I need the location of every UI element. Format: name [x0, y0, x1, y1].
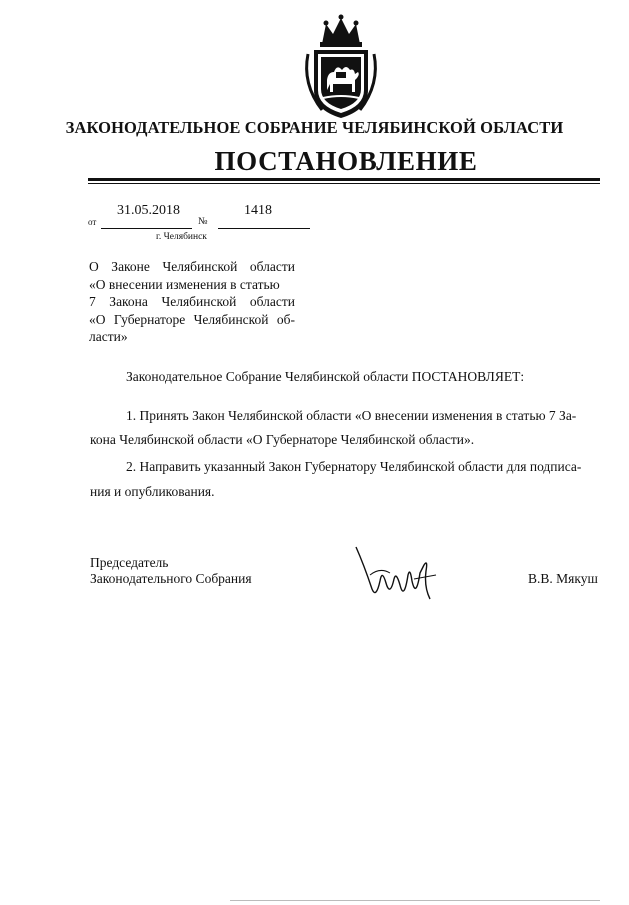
- paragraph-2-line-2: ния и опубликования.: [90, 484, 215, 499]
- subject-line: «О Губернаторе Челябинской об-: [89, 311, 295, 327]
- date-underline: [101, 228, 192, 229]
- page-bottom-edge: [230, 900, 600, 901]
- signatory-name: В.В. Мякуш: [528, 571, 598, 586]
- document-subject: [89, 258, 295, 346]
- date-prefix-label: от: [88, 217, 97, 227]
- subject-line: «О внесении изменения в статью: [89, 276, 280, 292]
- paragraph-1-line-2: кона Челябинской области «О Губернаторе Челябинской области».: [90, 432, 475, 447]
- subject-line: ласти»: [89, 329, 128, 344]
- subject-line: 7 Закона Челябинской области: [89, 294, 295, 309]
- signatory-title-line-2: Законодательного Собрания: [90, 571, 252, 586]
- paragraph-1-line-1: 1. Принять Закон Челябинской области «О внесении изменения в статью 7 За-: [126, 408, 577, 423]
- header-rule-thick: [88, 178, 600, 181]
- signatory-title-line-1: Председатель: [90, 555, 169, 570]
- document-type-title: ПОСТАНОВЛЕНИЕ: [214, 146, 478, 176]
- number-underline: [218, 228, 310, 229]
- document-number: 1418: [244, 203, 272, 218]
- subject-line: О Законе Челябинской области: [89, 259, 295, 274]
- city-label: г. Челябинск: [156, 232, 207, 242]
- decree-statement: Законодательное Собрание Челябинской области ПОСТАНОВЛЯЕТ:: [126, 369, 525, 384]
- organization-title: ЗАКОНОДАТЕЛЬНОЕ СОБРАНИЕ ЧЕЛЯБИНСКОЙ ОБЛАСТИ: [65, 118, 564, 137]
- header-rule-thin: [88, 183, 600, 184]
- document-date: 31.05.2018: [117, 203, 180, 218]
- number-prefix-label: №: [198, 216, 208, 227]
- paragraph-2-line-1: 2. Направить указанный Закон Губернатору Челябинской области для подписа-: [126, 459, 582, 474]
- signature-icon: [350, 545, 442, 607]
- coat-of-arms-icon: [300, 14, 382, 122]
